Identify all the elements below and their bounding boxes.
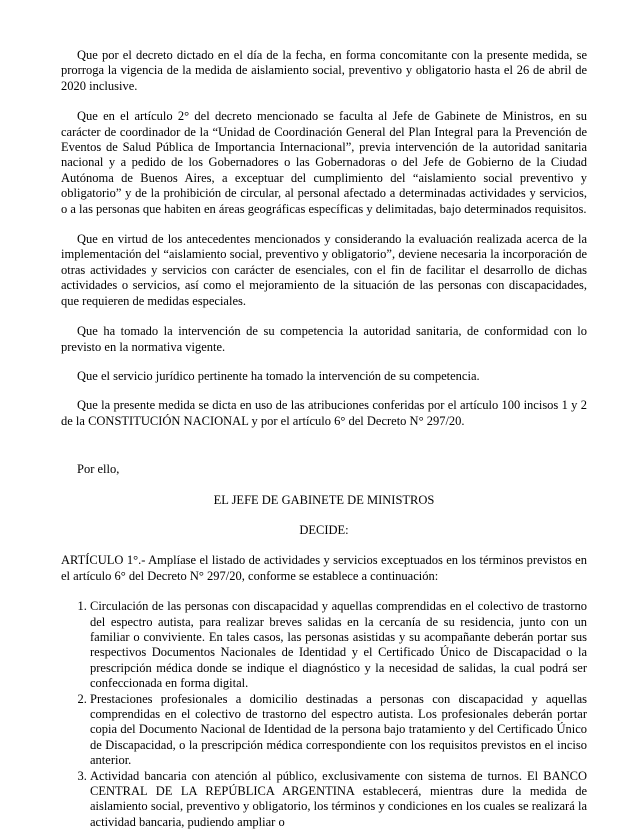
paragraph-antecedentes: Que en virtud de los antecedentes mencionados y considerando la evaluación realizada acerca de la implementación del “aislamiento social, preventivo y obligatorio”, deviene necesaria la incorporación de otras actividades y servicios con carácter de esenciales, con el fin de facilitar el desarrollo de dichas actividades o servicios, así como el mejoramiento de la situación de las personas con discapacidades, que requieren de medidas especiales. (61, 232, 587, 308)
paragraph-autoridad-sanitaria: Que ha tomado la intervención de su competencia la autoridad sanitaria, de conformidad con lo previsto en la normativa vigente. (61, 324, 587, 354)
document-page (61, 48, 587, 830)
paragraph-articulo-2: Que en el artículo 2° del decreto mencionado se faculta al Jefe de Gabinete de Ministros, en su carácter de coordinador de la “Unidad de Coordinación General del Plan Integral para la Prevención de Eventos de Salud Pública de Importancia Internacional”, previa intervención de la autoridad sanitaria nacional y a pedido de los Gobernadores o las Gobernadoras o del Jefe de Gobierno de la Ciudad Autónoma de Buenos Aires, a exceptuar del cumplimiento del “aislamiento social preventivo y obligatorio” y de la prohibición de circular, al personal afectado a determinadas actividades y servicios, o a las personas que habiten en áreas geográficas específicas y delimitadas, bajo determinados requisitos. (61, 109, 587, 216)
decide-heading: DECIDE: (299, 522, 349, 537)
authority-heading: EL JEFE DE GABINETE DE MINISTROS (213, 492, 435, 507)
por-ello-text: Por ello, (77, 462, 120, 477)
list-item: 3. Actividad bancaria con atención al público, exclusivamente con sistema de turnos. El BANCO CENTRAL DE LA REPÚBLICA ARGENTINA establecerá, mientras dure la medida de aislamiento social, preventivo y obligatorio, los términos y condiciones en los cuales se realizará la actividad bancaria, pudiendo ampliar o (90, 769, 587, 830)
exceptions-list (61, 599, 587, 830)
paragraph-atribuciones: Que la presente medida se dicta en uso de las atribuciones conferidas por el artículo 100 incisos 1 y 2 de la CONSTITUCIÓN NACIONAL y por el artículo 6° del Decreto N° 297/20. (61, 398, 587, 428)
paragraph-servicio-juridico: Que el servicio jurídico pertinente ha tomado la intervención de su competencia. (77, 368, 480, 383)
article-1-text: ARTÍCULO 1°.- Amplíase el listado de actividades y servicios exceptuados en los términos previstos en el artículo 6° del Decreto N° 297/20, conforme se establece a continuación: (61, 553, 587, 583)
list-item: 2. Prestaciones profesionales a domicilio destinadas a personas con discapacidad y aquellas comprendidas en el colectivo de trastorno del espectro autista. Los profesionales deberán portar copia del Documento Nacional de Identidad de la persona bajo tratamiento y del Certificado Único de Discapacidad, o la prescripción médica correspondiente con los requisitos previstos en el inciso anterior. (90, 692, 587, 769)
list-item: 1. Circulación de las personas con discapacidad y aquellas comprendidas en el colectivo de trastorno del espectro autista, para realizar breves salidas en la cercanía de su residencia, junto con un familiar o conviviente. En tales casos, las personas asistidas y su acompañante deberán portar sus respectivos Documentos Nacionales de Identidad y el Certificado Único de Discapacidad o la prescripción médica donde se indique el diagnóstico y la necesidad de salidas, la cual podrá ser confeccionada en forma digital. (90, 599, 587, 691)
paragraph-prorroga: Que por el decreto dictado en el día de la fecha, en forma concomitante con la presente medida, se prorroga la vigencia de la medida de aislamiento social, preventivo y obligatorio hasta el 26 de abril de 2020 inclusive. (61, 48, 587, 93)
